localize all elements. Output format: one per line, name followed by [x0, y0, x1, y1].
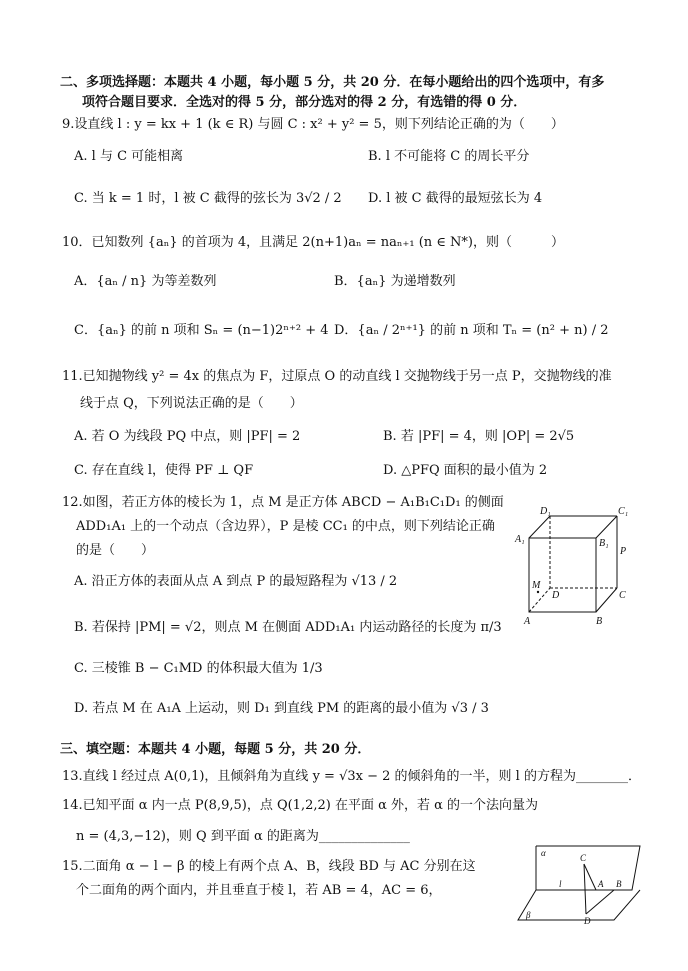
- q14-line1: 14.已知平面 α 内一点 P(8,9,5)，点 Q(1,2,2) 在平面 α 外，若 α 的一个法向量为: [62, 798, 539, 813]
- q10-option-d: D．{aₙ / 2ⁿ⁺¹} 的前 n 项和 Tₙ = (n² + n) / 2: [334, 323, 609, 338]
- q13-text: 13.直线 l 经过点 A(0,1)，且倾斜角为直线 y = √3x − 2 的倾斜角的一半，则 l 的方程为________．: [62, 769, 641, 784]
- dihedral-label-c: C: [580, 853, 587, 863]
- q12-stem-line3: 的是（ ）: [76, 543, 155, 558]
- cube-label-a1: A₁: [515, 534, 525, 545]
- segment-ca: [584, 864, 596, 890]
- q9-option-b: B. l 不可能将 C 的周长平分: [368, 149, 530, 164]
- q9-option-d: D. l 被 C 截得的最短弦长为 4: [368, 191, 543, 206]
- cube-label-b: B: [596, 616, 603, 627]
- q11-option-c: C. 存在直线 l，使得 PF ⊥ QF: [74, 463, 254, 478]
- section2-heading-line1: 二、多项选择题：本题共 4 小题，每小题 5 分，共 20 分．在每小题给出的四个选项中，有多: [60, 75, 605, 90]
- dihedral-label-b: B: [616, 879, 622, 889]
- section3-heading: 三、填空题：本题共 4 小题，每题 5 分，共 20 分．: [60, 742, 371, 757]
- cube-point-m: [537, 591, 539, 593]
- cube-edge-ad-hidden: [529, 588, 550, 612]
- q11-stem-line1: 11.已知抛物线 y² = 4x 的焦点为 F，过原点 O 的动直线 l 交抛物线于另一点 P，交抛物线的准: [62, 369, 612, 384]
- q10-option-a: A．{aₙ / n} 为等差数列: [74, 274, 217, 289]
- q14-line2: n = (4,3,−12)，则 Q 到平面 α 的距离为______________: [76, 829, 410, 844]
- cube-label-a: A: [524, 616, 531, 627]
- q15-line1: 15.二面角 α − l − β 的棱上有两个点 A、B，线段 BD 与 AC 分别在这: [62, 859, 476, 874]
- q10-stem: 10．已知数列 {aₙ} 的首项为 4，且满足 2(n+1)aₙ = naₙ₊₁ (n ∈ N*)，则（ ）: [62, 235, 564, 250]
- q12-option-d: D. 若点 M 在 A₁A 上运动，则 D₁ 到直线 PM 的距离的最小值为 √3 / 3: [74, 701, 489, 716]
- dihedral-label-alpha: α: [541, 848, 546, 858]
- q9-option-c: C. 当 k = 1 时，l 被 C 截得的弦长为 3√2 / 2: [74, 191, 342, 206]
- q11-option-b: B. 若 |PF| = 4，则 |OP| = 2√5: [383, 429, 575, 444]
- plane-beta: [518, 890, 640, 920]
- q9-option-a: A. l 与 C 可能相离: [74, 149, 184, 164]
- dihedral-angle-figure: [514, 838, 654, 926]
- q12-option-b: B. 若保持 |PM| = √2，则点 M 在侧面 ADD₁A₁ 内运动路径的长度为 π/3: [74, 620, 502, 635]
- q9-stem: 9.设直线 l : y = kx + 1 (k ∈ R) 与圆 C : x² + y² = 5，则下列结论正确的为（ ）: [62, 117, 564, 132]
- segment-cd: [584, 864, 586, 914]
- q11-option-a: A. 若 O 为线段 PQ 中点，则 |PF| = 2: [74, 429, 301, 444]
- cube-label-b1: B₁: [599, 538, 609, 549]
- q10-option-b: B．{aₙ} 为递增数列: [334, 274, 456, 289]
- q12-stem-line1: 12.如图，若正方体的棱长为 1，点 M 是正方体 ABCD − A₁B₁C₁D₁ 的侧面: [62, 495, 504, 510]
- cube-label-p: P: [620, 546, 627, 557]
- cube-edge-bc: [596, 588, 617, 612]
- q11-stem-line2: 线于点 Q，下列说法正确的是（ ）: [80, 396, 303, 411]
- q15-line2: 个二面角的两个面内，并且垂直于棱 l，若 AB = 4，AC = 6，: [76, 883, 442, 898]
- dihedral-label-l: l: [559, 879, 562, 889]
- cube-edge-b1c1: [596, 516, 617, 538]
- cube-label-d: D: [552, 590, 560, 601]
- cube-label-m: M: [532, 580, 541, 591]
- segment-bd: [586, 890, 614, 914]
- cube-front-face: [529, 538, 596, 612]
- cube-edge-a1d1: [529, 516, 550, 538]
- dihedral-label-a: A: [598, 879, 604, 889]
- cube-label-d1: D₁: [540, 506, 551, 517]
- section2-heading-line2: 项符合题目要求．全选对的得 5 分，部分选对的得 2 分，有选错的得 0 分．: [82, 95, 527, 110]
- q11-option-d: D. △PFQ 面积的最小值为 2: [383, 463, 548, 478]
- q12-option-a: A. 沿正方体的表面从点 A 到点 P 的最短路程为 √13 / 2: [74, 574, 398, 589]
- cube-label-c: C: [619, 590, 626, 601]
- cube-label-c1: C₁: [618, 506, 629, 517]
- q12-stem-line2: ADD₁A₁ 上的一个动点（含边界），P 是棱 CC₁ 的中点，则下列结论正确: [76, 519, 495, 534]
- q10-option-c: C．{aₙ} 的前 n 项和 Sₙ = (n−1)2ⁿ⁺² + 4: [74, 323, 329, 338]
- cube-figure: [512, 500, 638, 632]
- q12-option-c: C. 三棱锥 B − C₁MD 的体积最大值为 1/3: [74, 661, 323, 676]
- dihedral-label-beta: β: [526, 910, 531, 920]
- dihedral-label-d: D: [584, 916, 591, 926]
- plane-alpha: [536, 846, 640, 890]
